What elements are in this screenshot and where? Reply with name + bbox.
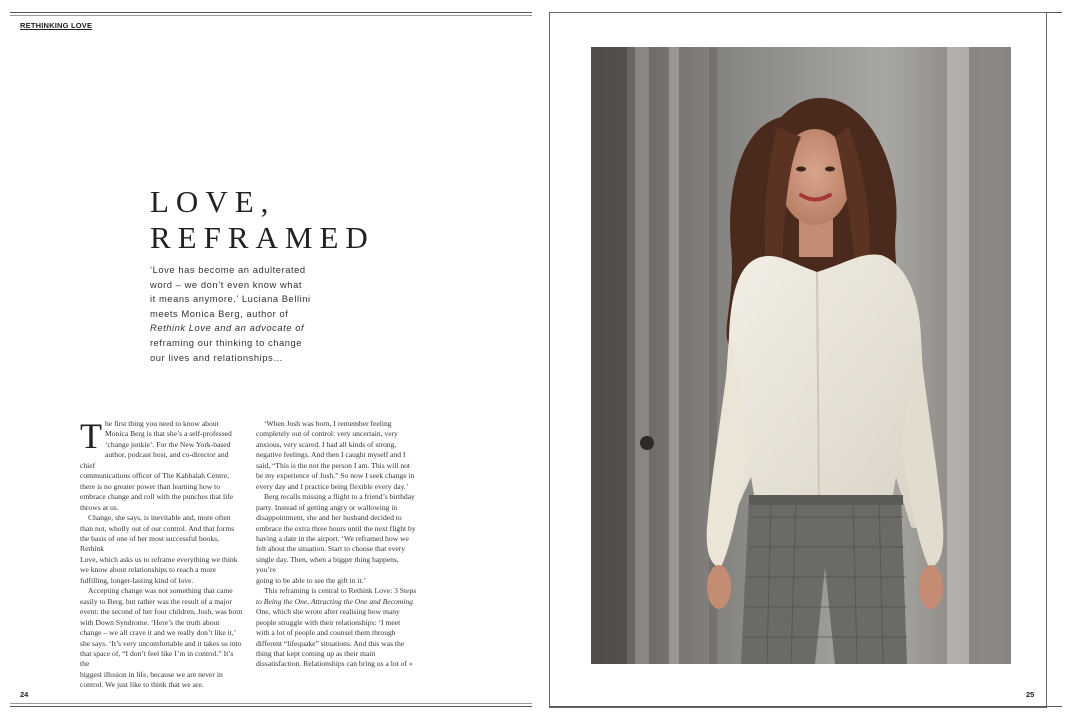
body-line: communications officer of The Kabbalah Centre, [80, 471, 230, 481]
body-line: going to be able to see the gift in it.’ [256, 575, 367, 585]
title-line-1: LOVE, [150, 184, 276, 219]
body-line: than not, wholly out of our control. And that forms [80, 523, 235, 533]
page-number-left: 24 [20, 690, 29, 699]
body-line: event: the second of her four children, Josh, was born [80, 607, 243, 617]
body-line: with a lot of people and counsel them through [256, 628, 396, 638]
top-rule-inner [10, 15, 532, 16]
body-line: we know about relationships to reach a more [80, 565, 217, 575]
drop-cap: T [80, 416, 102, 456]
body-line: having a date in the airport. ‘We reframed how we [256, 533, 409, 543]
body-column-1 [80, 416, 244, 691]
portrait-photo [591, 47, 1011, 664]
body-line: easily to Berg, but rather was the result of a major [80, 596, 232, 606]
body-line: single day. Then, when a bigger thing happens, you’re [256, 554, 399, 575]
body-line: control. We just like to think that we are. [80, 680, 204, 690]
body-line: be my experience of Josh.” So now I seek change in [256, 471, 415, 481]
bottom-rule [10, 706, 532, 707]
standfirst [150, 263, 328, 365]
standfirst-line: our lives and relationships… [150, 351, 284, 363]
body-line: ‘When Josh was born, I remember feeling [264, 419, 392, 428]
top-rule [10, 12, 532, 13]
standfirst-line: Rethink Love and an advocate of [150, 322, 305, 334]
body-line: Love, which asks us to reframe everything we think [80, 554, 238, 564]
body-line: ‘change junkie’. For the New York-based [105, 439, 231, 449]
body-column-2 [256, 419, 420, 670]
body-line: every day and I practice being flexible every day.’ [256, 481, 409, 491]
body-line: embrace change and roll with the punches that life [80, 492, 234, 502]
body-line: said, “This is the not the person I am. This will not [256, 460, 411, 470]
section-label: RETHINKING LOVE [20, 21, 93, 30]
standfirst-line: word – we don’t even know what [150, 278, 302, 290]
article-title [150, 184, 375, 256]
body-line: disappointment, she and her husband decided to [256, 513, 402, 523]
body-line: to Being the One, Attracting the One and Becoming [256, 596, 413, 606]
body-line: she says. ‘It’s very uncomfortable and it takes us into [80, 638, 242, 648]
body-line: Monica Berg is that she’s a self-professed [105, 429, 232, 439]
portrait-illustration [591, 47, 1011, 664]
standfirst-line: ‘Love has become an adulterated [150, 264, 306, 275]
body-line: change – we all crave it and we really don’t like it,’ [80, 628, 237, 638]
body-line: Change, she says, is inevitable and, more often [88, 513, 231, 523]
standfirst-line: meets Monica Berg, author of [150, 307, 289, 319]
page-number-right: 25 [1026, 690, 1035, 699]
body-line: One, which she wrote after realising how many [256, 607, 400, 617]
body-line: thing that kept coming up as their main [256, 648, 376, 658]
body-line: fulfilling, longer-lasting kind of love. [80, 575, 194, 585]
body-line: Accepting change was not something that came [88, 586, 233, 596]
bottom-rule-inner [10, 703, 532, 704]
body-line: completely out of control: very uncertain, very [256, 429, 398, 439]
body-line: the basis of one of her most successful books, Rethink [80, 533, 219, 554]
body-line: dissatisfaction. Relationships can bring us a lot of » [256, 659, 413, 669]
body-line: with Down Syndrome. ‘Here’s the truth about [80, 617, 220, 627]
body-line: different “lifequake” situations. And this was the [256, 638, 405, 648]
standfirst-line: it means anymore.’ Luciana Bellini [150, 293, 311, 305]
body-line: anxious, very scared. I had all kinds of strong, [256, 439, 397, 449]
body-line: there is no greater power than learning how to [80, 481, 221, 491]
body-line: throws at us. [80, 502, 119, 512]
body-line: biggest illusion in life, because we are never in [80, 669, 223, 679]
body-line: felt about the situation. Start to choose that every [256, 544, 406, 554]
body-line: negative feelings. And then I caught myself and I [256, 450, 406, 460]
body-line: author, podcast host, and co-director and chief [80, 450, 229, 470]
body-line: Berg recalls missing a flight to a friend’s birthday [264, 492, 415, 502]
body-line: he first thing you need to know about [105, 419, 219, 428]
standfirst-line: reframing our thinking to change [150, 336, 303, 348]
body-line: embrace the extra three hours until the next flight by [256, 523, 416, 533]
body-line: people struggle with their relationships: ‘I meet [256, 617, 401, 627]
title-line-2: REFRAMED [150, 220, 375, 255]
body-line: This reframing is central to Rethink Love: 3 Steps [264, 586, 417, 596]
body-line: that space of, “I don’t feel like I’m in control.” It’s the [80, 648, 234, 669]
body-line: party. Instead of getting angry or wallowing in [256, 502, 398, 512]
